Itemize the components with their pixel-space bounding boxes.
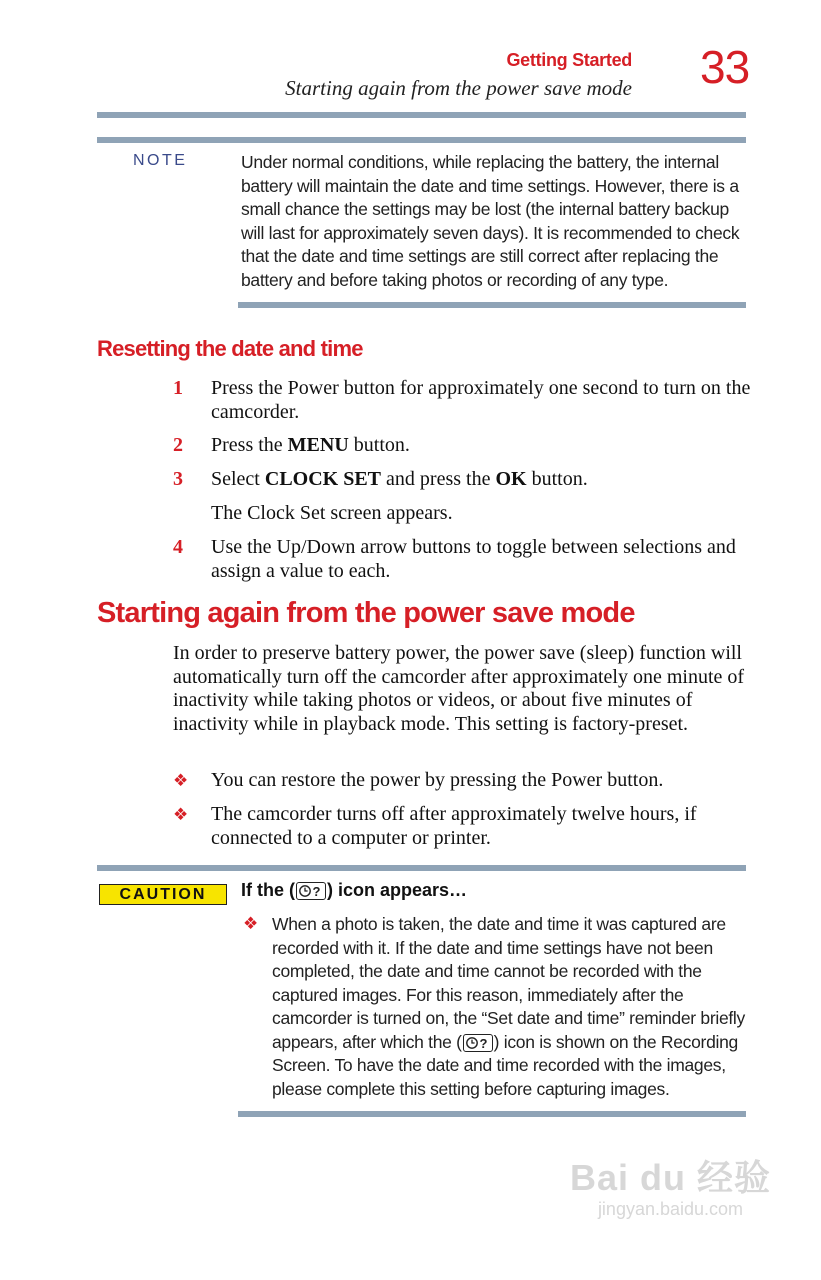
bullet-text: You can restore the power by pressing the Power button. — [211, 769, 664, 791]
step-text: Press the Power button for approximately one second to turn on the camcorder. — [211, 377, 751, 423]
clock-set-label: CLOCK SET — [264, 468, 382, 490]
rule-divider — [238, 1111, 746, 1117]
caution-text — [272, 913, 747, 1101]
step-number: 4 — [173, 536, 183, 558]
rule-divider — [97, 865, 746, 871]
bullet-icon: ❖ — [243, 914, 259, 933]
page-number: 33 — [700, 41, 750, 93]
section-heading-reset: Resetting the date and time — [97, 336, 363, 361]
section-heading-power-save: Starting again from the power save mode — [97, 597, 635, 629]
watermark — [570, 1150, 771, 1220]
bullet-text: The camcorder turns off after approximately twelve hours, if connected to a computer or printer. — [211, 803, 697, 849]
bullet-icon: ❖ — [173, 771, 189, 790]
caution-title-part: ) icon appears… — [327, 880, 468, 900]
step-text — [211, 434, 751, 458]
step-text-part: Press the — [211, 434, 288, 456]
rule-divider — [97, 137, 746, 143]
intro-paragraph: In order to preserve battery power, the power save (sleep) function will automatically turn off the camcorder after approximately one minute of inactivity while taking photos or videos, or about five minutes of inactivity while in playback mode. This setting is factory-preset. — [173, 642, 745, 735]
step-text-part: button. — [526, 468, 588, 490]
clock-question-icon — [463, 1034, 493, 1052]
note-text: Under normal conditions, while replacing the battery, the internal battery will maintain the date and time settings. However, there is a small chance the settings may be lost (the internal battery backup will last for approximately seven days). It is recommended to check that the date and time settings are still correct after replacing the battery and before taking photos or recording of any type. — [241, 152, 740, 290]
note-label: NOTE — [133, 152, 188, 169]
caution-text-part: ) icon is shown on the Recording Screen. To have the date and time recorded with the images, please complete this setting before capturing images. — [272, 1031, 738, 1099]
svg-text:?: ? — [312, 884, 321, 898]
svg-text:?: ? — [479, 1035, 487, 1050]
watermark-url: jingyan.baidu.com — [597, 1199, 744, 1219]
step-text: Use the Up/Down arrow buttons to toggle between selections and assign a value to each. — [211, 536, 736, 582]
watermark-brand: Bai du 经验 — [569, 1157, 771, 1198]
step-text — [211, 468, 751, 492]
rule-divider — [238, 302, 746, 308]
step-number: 3 — [173, 468, 183, 490]
step-text-part: button. — [348, 434, 410, 456]
ok-button-label: OK — [495, 468, 527, 490]
step-result-text: The Clock Set screen appears. — [211, 502, 453, 524]
step-number: 2 — [173, 434, 183, 456]
caution-text-part: When a photo is taken, the date and time it was captured are recorded with it. If the date and time settings have not been completed, the date and time cannot be recorded with the captured images. For this reason, immediately after the camcorder is turned on, the “Set date and time” reminder briefly appears, after which the ( — [272, 914, 745, 1052]
step-text-part: and press the — [381, 468, 496, 490]
section-subtitle: Starting again from the power save mode — [285, 76, 632, 100]
caution-title — [241, 880, 467, 901]
step-text-part: Select — [211, 468, 265, 490]
bullet-icon: ❖ — [173, 805, 189, 824]
caution-badge: CAUTION — [99, 884, 227, 905]
chapter-title: Getting Started — [506, 50, 632, 70]
rule-divider — [97, 112, 746, 118]
step-number: 1 — [173, 377, 183, 399]
caution-title-part: If the ( — [241, 880, 295, 900]
clock-question-icon — [296, 882, 326, 900]
menu-button-label: MENU — [287, 434, 349, 456]
